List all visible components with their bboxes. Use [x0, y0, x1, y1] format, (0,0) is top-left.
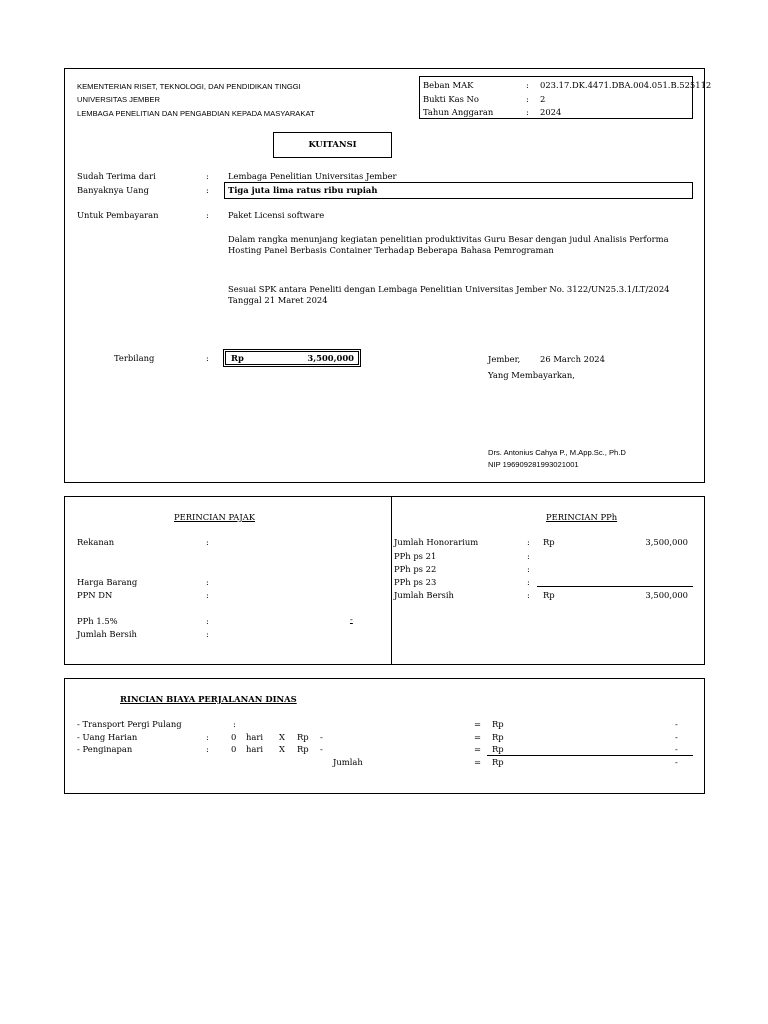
- dinas-row-currency: Rp: [492, 744, 504, 754]
- org-line-1: KEMENTERIAN RISET, TEKNOLOGI, DAN PENDIDIKAN TINGGI: [77, 82, 301, 91]
- ppn-label: PPN DN: [77, 590, 113, 600]
- ppn-colon: :: [206, 590, 209, 600]
- dinas-row-x: X: [279, 732, 285, 742]
- ps21-label: PPh ps 21: [394, 551, 437, 561]
- signer-nip: NIP 196909281993021001: [488, 460, 579, 469]
- honor-label: Jumlah Honorarium: [394, 537, 479, 547]
- ps23-colon: :: [527, 577, 530, 587]
- bersih-currency: Rp: [543, 590, 555, 600]
- dinas-row-total: -: [675, 732, 678, 742]
- bersih-value: 3,500,000: [645, 590, 688, 600]
- pph-title: PERINCIAN PPh: [546, 512, 618, 522]
- beban-value: 023.17.DK.4471.DBA.004.051.B.525112: [540, 80, 712, 90]
- dinas-row-unit: hari: [246, 744, 264, 754]
- ps21-colon: :: [527, 551, 530, 561]
- org-line-3: LEMBAGA PENELITIAN DAN PENGABDIAN KEPADA MASYARAKAT: [77, 109, 315, 118]
- ps22-colon: :: [527, 564, 530, 574]
- bukti-value: 2: [540, 94, 546, 104]
- dinas-row-colon: :: [206, 732, 209, 742]
- tahun-value: 2024: [540, 107, 562, 117]
- uang-colon: :: [206, 185, 209, 195]
- dinas-jumlah-eq: =: [474, 757, 482, 767]
- pph-label: PPh 1.5%: [77, 616, 118, 626]
- honor-value: 3,500,000: [645, 537, 688, 547]
- dinas-row-label: - Uang Harian: [77, 732, 138, 742]
- amount-value: 3,500,000: [307, 353, 354, 363]
- pph-sum-rule: [537, 586, 693, 587]
- dinas-row-label: - Transport Pergi Pulang: [77, 719, 182, 729]
- page-title: KUITANSI: [308, 139, 357, 149]
- rekanan-colon: :: [206, 537, 209, 547]
- dinas-jumlah-total: -: [675, 757, 678, 767]
- dinas-row-total: -: [675, 744, 678, 754]
- dinas-row-total: -: [675, 719, 678, 729]
- receipt-panel: [64, 68, 705, 483]
- dinas-row-rate: -: [320, 732, 323, 742]
- uang-value: Tiga juta lima ratus ribu rupiah: [228, 185, 378, 195]
- dinas-row-currency: Rp: [492, 732, 504, 742]
- amount-currency: Rp: [231, 353, 244, 363]
- dinas-row-colon: :: [206, 744, 209, 754]
- terima-value: Lembaga Penelitian Universitas Jember: [228, 171, 397, 181]
- dinas-row-rate: -: [320, 744, 323, 754]
- dinas-row-label: - Penginapan: [77, 744, 133, 754]
- beban-label: Beban MAK: [423, 80, 474, 90]
- org-line-2: UNIVERSITAS JEMBER: [77, 95, 160, 104]
- dinas-jumlah-label: Jumlah: [333, 757, 363, 767]
- dinas-sum-rule: [487, 755, 693, 756]
- receipt-date: 26 March 2024: [540, 354, 605, 364]
- tahun-colon: :: [526, 107, 529, 117]
- contract-reference: Sesuai SPK antara Peneliti dengan Lembaga Penelitian Universitas Jember No. 3122/UN25.3.1/LT/2024 Tanggal 21 Maret 2024: [228, 284, 670, 305]
- pajak-title: PERINCIAN PAJAK: [174, 512, 256, 522]
- tahun-label: Tahun Anggaran: [423, 107, 494, 117]
- rekanan-label: Rekanan: [77, 537, 115, 547]
- dinas-row-eq: =: [474, 719, 482, 729]
- purpose-description: Dalam rangka menunjang kegiatan penelitian produktivitas Guru Besar dengan judul Analisis Performa Hosting Panel Berbasis Container Terhadap Beberapa Bahasa Pemrograman: [228, 234, 669, 255]
- bukti-label: Bukti Kas No: [423, 94, 479, 104]
- signer-name: Drs. Antonius Cahya P., M.App.Sc., Ph.D: [488, 448, 626, 457]
- ps22-label: PPh ps 22: [394, 564, 437, 574]
- uang-label: Banyaknya Uang: [77, 185, 149, 195]
- dinas-row-unit: hari: [246, 732, 264, 742]
- dinas-row-colon: :: [233, 719, 236, 729]
- terbilang-label: Terbilang: [114, 353, 155, 363]
- pajak-jumlah-colon: :: [206, 629, 209, 639]
- bersih-colon: :: [527, 590, 530, 600]
- terima-colon: :: [206, 171, 209, 181]
- dinas-row-currency: Rp: [492, 719, 504, 729]
- ps23-label: PPh ps 23: [394, 577, 437, 587]
- harga-label: Harga Barang: [77, 577, 138, 587]
- dinas-row-eq: =: [474, 732, 482, 742]
- dinas-row-x: X: [279, 744, 285, 754]
- bersih-label: Jumlah Bersih: [394, 590, 454, 600]
- beban-colon: :: [526, 80, 529, 90]
- pajak-jumlah-label: Jumlah Bersih: [77, 629, 137, 639]
- dinas-jumlah-currency: Rp: [492, 757, 504, 767]
- tax-panel-divider: [391, 496, 392, 665]
- dinas-title: RINCIAN BIAYA PERJALANAN DINAS: [120, 694, 297, 704]
- place-label: Jember,: [488, 354, 521, 364]
- terima-label: Sudah Terima dari: [77, 171, 156, 181]
- bayar-label: Untuk Pembayaran: [77, 210, 159, 220]
- bayar-value: Paket Licensi software: [228, 210, 325, 220]
- terbilang-colon: :: [206, 353, 209, 363]
- pph-value: -: [350, 614, 353, 624]
- dinas-row-eq: =: [474, 744, 482, 754]
- pph-colon: :: [206, 616, 209, 626]
- dinas-row-rp: Rp: [297, 744, 309, 754]
- honor-currency: Rp: [543, 537, 555, 547]
- dinas-row-rp: Rp: [297, 732, 309, 742]
- bukti-colon: :: [526, 94, 529, 104]
- bayar-colon: :: [206, 210, 209, 220]
- payer-label: Yang Membayarkan,: [488, 370, 575, 380]
- dinas-row-qty: 0: [231, 744, 237, 754]
- dinas-row-qty: 0: [231, 732, 237, 742]
- honor-colon: :: [527, 537, 530, 547]
- harga-colon: :: [206, 577, 209, 587]
